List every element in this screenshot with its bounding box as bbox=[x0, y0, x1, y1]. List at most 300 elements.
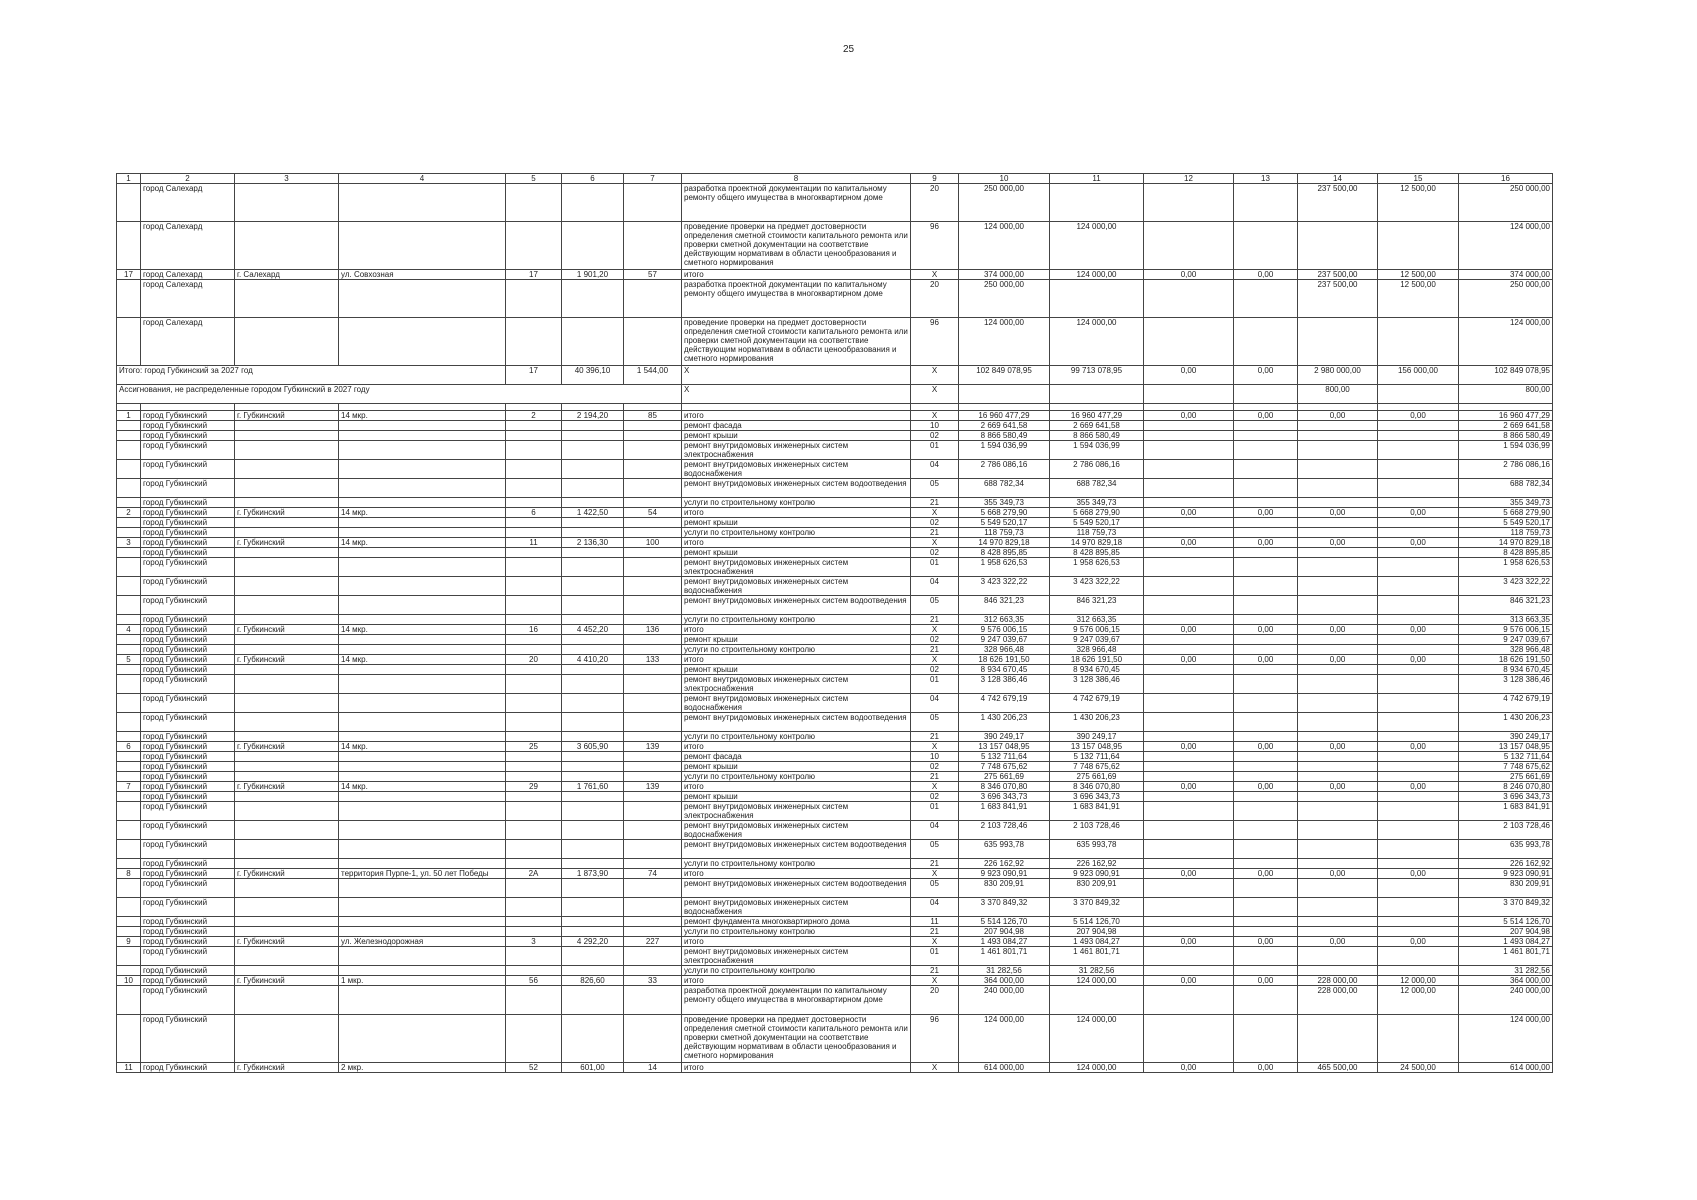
table-cell bbox=[339, 694, 506, 713]
table-cell: город Губкинский bbox=[141, 762, 235, 772]
table-cell bbox=[1298, 802, 1378, 821]
table-cell bbox=[1144, 762, 1234, 772]
table-cell bbox=[1234, 792, 1298, 802]
table-cell: город Губкинский bbox=[141, 596, 235, 615]
table-cell: 5 668 279,90 bbox=[1050, 508, 1144, 518]
table-cell: X bbox=[911, 538, 959, 548]
table-cell: 4 452,20 bbox=[562, 625, 624, 635]
table-cell bbox=[117, 752, 141, 762]
table-cell bbox=[339, 318, 506, 366]
table-cell bbox=[1144, 548, 1234, 558]
table-cell bbox=[1298, 1015, 1378, 1063]
table-cell: 2 786 086,16 bbox=[1050, 460, 1144, 479]
table-cell: город Губкинский bbox=[141, 411, 235, 421]
table-cell bbox=[339, 732, 506, 742]
table-cell: ремонт крыши bbox=[682, 548, 911, 558]
empty-cell bbox=[141, 404, 235, 411]
table-cell: 2 мкр. bbox=[339, 1063, 506, 1073]
table-cell bbox=[506, 694, 562, 713]
table-cell: 2 669 641,58 bbox=[959, 421, 1050, 431]
table-cell: 0,00 bbox=[1234, 538, 1298, 548]
table-cell: 6 bbox=[506, 508, 562, 518]
table-cell: город Губкинский bbox=[141, 675, 235, 694]
table-cell: 207 904,98 bbox=[1050, 927, 1144, 937]
table-cell: 635 993,78 bbox=[1459, 840, 1553, 859]
table-row bbox=[117, 222, 1553, 270]
table-cell: 8 346 070,80 bbox=[1050, 782, 1144, 792]
table-cell bbox=[235, 577, 339, 596]
table-cell bbox=[235, 802, 339, 821]
table-row bbox=[117, 558, 1553, 577]
table-cell bbox=[1234, 762, 1298, 772]
table-cell: ремонт внутридомовых инженерных систем водоотведения bbox=[682, 840, 911, 859]
table-cell: г. Губкинский bbox=[235, 411, 339, 421]
table-cell bbox=[1234, 966, 1298, 976]
table-cell bbox=[117, 615, 141, 625]
table-cell bbox=[1144, 732, 1234, 742]
table-cell: 5 132 711,64 bbox=[959, 752, 1050, 762]
table-cell: 17 bbox=[506, 366, 562, 385]
table-cell bbox=[1144, 498, 1234, 508]
table-cell bbox=[339, 752, 506, 762]
table-cell bbox=[506, 184, 562, 222]
table-cell: 0,00 bbox=[1378, 655, 1459, 665]
table-cell bbox=[1144, 792, 1234, 802]
table-cell bbox=[1378, 222, 1459, 270]
table-cell bbox=[1378, 917, 1459, 927]
table-cell: 3 128 386,46 bbox=[959, 675, 1050, 694]
table-cell: разработка проектной документации по капитальному ремонту общего имущества в многоквартирном доме bbox=[682, 184, 911, 222]
table-cell bbox=[1144, 917, 1234, 927]
capital-repair-table bbox=[116, 173, 1553, 1073]
table-cell: 14 970 829,18 bbox=[1459, 538, 1553, 548]
table-row bbox=[117, 917, 1553, 927]
table-cell bbox=[1298, 518, 1378, 528]
table-cell bbox=[562, 222, 624, 270]
table-cell: 0,00 bbox=[1234, 625, 1298, 635]
table-cell bbox=[1298, 947, 1378, 966]
table-cell: 0,00 bbox=[1298, 538, 1378, 548]
table-cell: услуги по строительному контролю bbox=[682, 645, 911, 655]
table-cell: 0,00 bbox=[1378, 508, 1459, 518]
table-row bbox=[117, 752, 1553, 762]
table-cell bbox=[1298, 675, 1378, 694]
table-cell bbox=[624, 1015, 682, 1063]
table-cell: 8 934 670,45 bbox=[959, 665, 1050, 675]
table-cell bbox=[339, 222, 506, 270]
table-row bbox=[117, 508, 1553, 518]
table-cell: 364 000,00 bbox=[959, 976, 1050, 986]
table-cell: город Губкинский bbox=[141, 635, 235, 645]
table-cell bbox=[506, 927, 562, 937]
table-row bbox=[117, 782, 1553, 792]
table-cell: город Губкинский bbox=[141, 665, 235, 675]
table-cell bbox=[506, 460, 562, 479]
table-cell: 5 bbox=[117, 655, 141, 665]
table-cell: 355 349,73 bbox=[959, 498, 1050, 508]
table-cell bbox=[1234, 675, 1298, 694]
table-cell bbox=[117, 635, 141, 645]
table-cell bbox=[1234, 879, 1298, 898]
table-cell: город Губкинский bbox=[141, 431, 235, 441]
table-cell bbox=[1378, 318, 1459, 366]
table-cell bbox=[1298, 752, 1378, 762]
table-cell: 364 000,00 bbox=[1459, 976, 1553, 986]
table-cell bbox=[624, 635, 682, 645]
table-cell bbox=[624, 577, 682, 596]
table-cell: 14 мкр. bbox=[339, 411, 506, 421]
table-row bbox=[117, 1063, 1553, 1073]
table-cell: 118 759,73 bbox=[1050, 528, 1144, 538]
table-cell: 1 958 626,53 bbox=[959, 558, 1050, 577]
table-cell bbox=[506, 665, 562, 675]
table-cell bbox=[117, 1015, 141, 1063]
table-cell bbox=[1234, 772, 1298, 782]
column-number: 6 bbox=[562, 174, 624, 184]
table-cell bbox=[1144, 840, 1234, 859]
table-cell bbox=[506, 675, 562, 694]
table-cell bbox=[235, 665, 339, 675]
table-cell: 846 321,23 bbox=[1459, 596, 1553, 615]
table-cell: X bbox=[911, 270, 959, 280]
table-cell: 9 247 039,67 bbox=[959, 635, 1050, 645]
table-cell bbox=[1144, 318, 1234, 366]
table-cell bbox=[506, 802, 562, 821]
table-cell bbox=[1298, 421, 1378, 431]
table-cell: 2 136,30 bbox=[562, 538, 624, 548]
table-cell bbox=[506, 577, 562, 596]
table-cell: 614 000,00 bbox=[1459, 1063, 1553, 1073]
table-cell bbox=[235, 222, 339, 270]
table-cell: город Губкинский bbox=[141, 460, 235, 479]
table-cell: услуги по строительному контролю bbox=[682, 859, 911, 869]
table-cell: 226 162,92 bbox=[959, 859, 1050, 869]
table-cell bbox=[624, 548, 682, 558]
table-cell: город Салехард bbox=[141, 184, 235, 222]
table-cell: 0,00 bbox=[1298, 742, 1378, 752]
table-cell bbox=[1298, 694, 1378, 713]
table-row bbox=[117, 538, 1553, 548]
table-cell bbox=[235, 986, 339, 1015]
table-cell: 0,00 bbox=[1378, 782, 1459, 792]
table-row bbox=[117, 366, 1553, 385]
column-number: 12 bbox=[1144, 174, 1234, 184]
table-cell: 4 742 679,19 bbox=[959, 694, 1050, 713]
table-cell: 3 128 386,46 bbox=[1459, 675, 1553, 694]
table-cell bbox=[339, 898, 506, 917]
table-cell bbox=[562, 558, 624, 577]
table-cell bbox=[562, 986, 624, 1015]
table-cell: 96 bbox=[911, 1015, 959, 1063]
table-cell: 688 782,34 bbox=[959, 479, 1050, 498]
table-cell bbox=[562, 966, 624, 976]
table-cell: ремонт внутридомовых инженерных систем водоснабжения bbox=[682, 694, 911, 713]
table-cell: город Губкинский bbox=[141, 548, 235, 558]
table-cell: 12 000,00 bbox=[1378, 986, 1459, 1015]
table-cell bbox=[1234, 460, 1298, 479]
table-cell: 4 742 679,19 bbox=[1050, 694, 1144, 713]
table-cell: 0,00 bbox=[1144, 1063, 1234, 1073]
empty-cell bbox=[1298, 404, 1378, 411]
table-cell: итого bbox=[682, 625, 911, 635]
table-cell: 1 683 841,91 bbox=[959, 802, 1050, 821]
table-cell: 02 bbox=[911, 665, 959, 675]
table-cell bbox=[1378, 859, 1459, 869]
table-row bbox=[117, 421, 1553, 431]
table-cell bbox=[235, 498, 339, 508]
table-cell bbox=[624, 802, 682, 821]
table-cell: 13 157 048,95 bbox=[959, 742, 1050, 752]
table-cell: 2А bbox=[506, 869, 562, 879]
table-cell bbox=[1234, 577, 1298, 596]
table-cell bbox=[1234, 184, 1298, 222]
table-cell bbox=[1298, 460, 1378, 479]
table-cell bbox=[506, 479, 562, 498]
table-cell bbox=[1144, 645, 1234, 655]
table-cell bbox=[235, 596, 339, 615]
table-cell: 10 bbox=[911, 421, 959, 431]
table-cell bbox=[235, 558, 339, 577]
table-cell: ремонт внутридомовых инженерных систем водоснабжения bbox=[682, 821, 911, 840]
table-cell: 0,00 bbox=[1298, 508, 1378, 518]
table-cell: 102 849 078,95 bbox=[1459, 366, 1553, 385]
table-cell bbox=[235, 528, 339, 538]
table-cell bbox=[624, 752, 682, 762]
table-row bbox=[117, 645, 1553, 655]
table-cell: проведение проверки на предмет достоверности определения сметной стоимости капитального ремонта или проверки сметной документации на соответствие действующим нормативам в области ценообразования и сметного нормирования bbox=[682, 222, 911, 270]
table-cell: 24 500,00 bbox=[1378, 1063, 1459, 1073]
table-cell bbox=[1378, 694, 1459, 713]
table-cell: город Салехард bbox=[141, 222, 235, 270]
table-cell bbox=[1144, 802, 1234, 821]
table-cell bbox=[1378, 675, 1459, 694]
table-cell: 3 bbox=[117, 538, 141, 548]
empty-cell bbox=[506, 404, 562, 411]
table-cell bbox=[1144, 528, 1234, 538]
table-cell bbox=[506, 732, 562, 742]
table-cell bbox=[624, 947, 682, 966]
table-cell bbox=[339, 917, 506, 927]
table-cell bbox=[339, 184, 506, 222]
table-cell: 139 bbox=[624, 782, 682, 792]
table-cell: 830 209,91 bbox=[959, 879, 1050, 898]
table-cell: 7 bbox=[117, 782, 141, 792]
table-cell: 40 396,10 bbox=[562, 366, 624, 385]
table-cell bbox=[1144, 947, 1234, 966]
table-cell bbox=[339, 927, 506, 937]
table-cell bbox=[1234, 280, 1298, 318]
table-cell: 21 bbox=[911, 772, 959, 782]
table-cell bbox=[235, 1015, 339, 1063]
table-cell: ремонт внутридомовых инженерных систем водоотведения bbox=[682, 479, 911, 498]
table-cell: 11 bbox=[117, 1063, 141, 1073]
table-cell bbox=[1378, 665, 1459, 675]
table-cell bbox=[506, 280, 562, 318]
table-cell: город Губкинский bbox=[141, 772, 235, 782]
table-cell bbox=[117, 498, 141, 508]
table-cell: 139 bbox=[624, 742, 682, 752]
table-cell: 1 461 801,71 bbox=[959, 947, 1050, 966]
table-cell bbox=[562, 421, 624, 431]
table-cell bbox=[1234, 859, 1298, 869]
table-cell: X bbox=[911, 366, 959, 385]
table-cell: услуги по строительному контролю bbox=[682, 966, 911, 976]
table-cell bbox=[1234, 802, 1298, 821]
table-cell bbox=[235, 479, 339, 498]
table-cell: 02 bbox=[911, 792, 959, 802]
table-cell: 05 bbox=[911, 713, 959, 732]
table-cell: г. Губкинский bbox=[235, 655, 339, 665]
table-cell: ремонт крыши bbox=[682, 635, 911, 645]
table-cell bbox=[506, 615, 562, 625]
table-cell bbox=[1050, 184, 1144, 222]
table-row bbox=[117, 675, 1553, 694]
table-cell bbox=[1378, 966, 1459, 976]
table-cell bbox=[624, 732, 682, 742]
table-cell bbox=[235, 675, 339, 694]
column-number: 5 bbox=[506, 174, 562, 184]
table-cell bbox=[506, 947, 562, 966]
table-cell bbox=[1378, 431, 1459, 441]
table-cell: ремонт внутридомовых инженерных систем электроснабжения bbox=[682, 675, 911, 694]
table-cell: город Салехард bbox=[141, 280, 235, 318]
table-cell bbox=[1378, 596, 1459, 615]
table-cell bbox=[339, 879, 506, 898]
table-cell bbox=[339, 966, 506, 976]
table-cell bbox=[1144, 1015, 1234, 1063]
table-cell bbox=[1378, 898, 1459, 917]
table-cell: 1 594 036,99 bbox=[1050, 441, 1144, 460]
table-cell: 2 786 086,16 bbox=[1459, 460, 1553, 479]
table-cell: 2 669 641,58 bbox=[1050, 421, 1144, 431]
table-cell bbox=[235, 713, 339, 732]
table-cell bbox=[562, 713, 624, 732]
table-cell bbox=[1144, 859, 1234, 869]
table-cell: 12 000,00 bbox=[1378, 976, 1459, 986]
table-cell: 5 132 711,64 bbox=[1459, 752, 1553, 762]
table-cell bbox=[339, 947, 506, 966]
table-cell bbox=[1144, 421, 1234, 431]
table-cell bbox=[1144, 280, 1234, 318]
table-cell: 01 bbox=[911, 558, 959, 577]
table-cell: 14 мкр. bbox=[339, 625, 506, 635]
table-cell bbox=[562, 1015, 624, 1063]
table-cell: 0,00 bbox=[1298, 937, 1378, 947]
table-cell bbox=[1378, 732, 1459, 742]
table-cell bbox=[624, 645, 682, 655]
table-cell: 355 349,73 bbox=[1459, 498, 1553, 508]
table-cell bbox=[562, 479, 624, 498]
table-cell bbox=[1298, 792, 1378, 802]
table-cell: 21 bbox=[911, 859, 959, 869]
table-cell bbox=[235, 548, 339, 558]
table-cell: город Губкинский bbox=[141, 947, 235, 966]
table-cell: 21 bbox=[911, 732, 959, 742]
table-row bbox=[117, 655, 1553, 665]
table-cell: 2 bbox=[117, 508, 141, 518]
table-cell bbox=[117, 859, 141, 869]
table-cell: 11 bbox=[506, 538, 562, 548]
table-cell: 237 500,00 bbox=[1298, 184, 1378, 222]
table-cell bbox=[624, 821, 682, 840]
table-cell bbox=[339, 431, 506, 441]
table-cell bbox=[562, 460, 624, 479]
table-cell bbox=[235, 460, 339, 479]
table-cell: 4 742 679,19 bbox=[1459, 694, 1553, 713]
table-cell: город Губкинский bbox=[141, 538, 235, 548]
table-cell: город Губкинский bbox=[141, 742, 235, 752]
table-cell: 133 bbox=[624, 655, 682, 665]
table-cell bbox=[1234, 840, 1298, 859]
table-cell: 228 000,00 bbox=[1298, 976, 1378, 986]
table-cell bbox=[624, 713, 682, 732]
table-cell: 3 423 322,22 bbox=[1459, 577, 1553, 596]
table-cell bbox=[1378, 752, 1459, 762]
table-row bbox=[117, 270, 1553, 280]
table-cell: 9 bbox=[117, 937, 141, 947]
table-cell: 124 000,00 bbox=[1050, 976, 1144, 986]
table-cell bbox=[235, 879, 339, 898]
table-cell bbox=[1378, 441, 1459, 460]
table-cell: 0,00 bbox=[1144, 508, 1234, 518]
table-cell: 207 904,98 bbox=[959, 927, 1050, 937]
table-cell: город Губкинский bbox=[141, 645, 235, 655]
table-cell: город Губкинский bbox=[141, 558, 235, 577]
empty-cell bbox=[1050, 404, 1144, 411]
table-cell bbox=[506, 986, 562, 1015]
table-cell: 3 423 322,22 bbox=[959, 577, 1050, 596]
table-cell bbox=[1298, 615, 1378, 625]
table-cell bbox=[562, 548, 624, 558]
table-cell: 1 493 084,27 bbox=[1459, 937, 1553, 947]
table-cell: итого bbox=[682, 655, 911, 665]
table-cell bbox=[339, 528, 506, 538]
table-cell: 1 544,00 bbox=[624, 366, 682, 385]
table-cell: ремонт крыши bbox=[682, 762, 911, 772]
table-cell: X bbox=[911, 508, 959, 518]
table-row bbox=[117, 937, 1553, 947]
table-cell: 9 923 090,91 bbox=[1459, 869, 1553, 879]
table-cell: итого bbox=[682, 742, 911, 752]
table-cell bbox=[562, 528, 624, 538]
table-cell bbox=[1378, 421, 1459, 431]
table-cell: 635 993,78 bbox=[1050, 840, 1144, 859]
table-cell: город Губкинский bbox=[141, 840, 235, 859]
table-cell: 33 bbox=[624, 976, 682, 986]
table-cell: 3 370 849,32 bbox=[959, 898, 1050, 917]
table-cell: 04 bbox=[911, 821, 959, 840]
table-cell: 5 549 520,17 bbox=[1050, 518, 1144, 528]
table-cell bbox=[1298, 665, 1378, 675]
table-cell: 7 748 675,62 bbox=[959, 762, 1050, 772]
table-cell bbox=[624, 184, 682, 222]
table-cell bbox=[959, 385, 1050, 404]
table-row bbox=[117, 665, 1553, 675]
table-cell: 8 934 670,45 bbox=[1459, 665, 1553, 675]
table-cell bbox=[624, 280, 682, 318]
table-cell: 0,00 bbox=[1234, 366, 1298, 385]
table-cell: 328 966,48 bbox=[959, 645, 1050, 655]
table-cell: 250 000,00 bbox=[959, 184, 1050, 222]
table-cell: 240 000,00 bbox=[1459, 986, 1553, 1015]
table-row bbox=[117, 840, 1553, 859]
table-cell bbox=[562, 577, 624, 596]
table-cell: 226 162,92 bbox=[1050, 859, 1144, 869]
table-cell: город Губкинский bbox=[141, 441, 235, 460]
table-cell bbox=[1234, 917, 1298, 927]
table-cell bbox=[339, 441, 506, 460]
table-cell bbox=[1298, 558, 1378, 577]
